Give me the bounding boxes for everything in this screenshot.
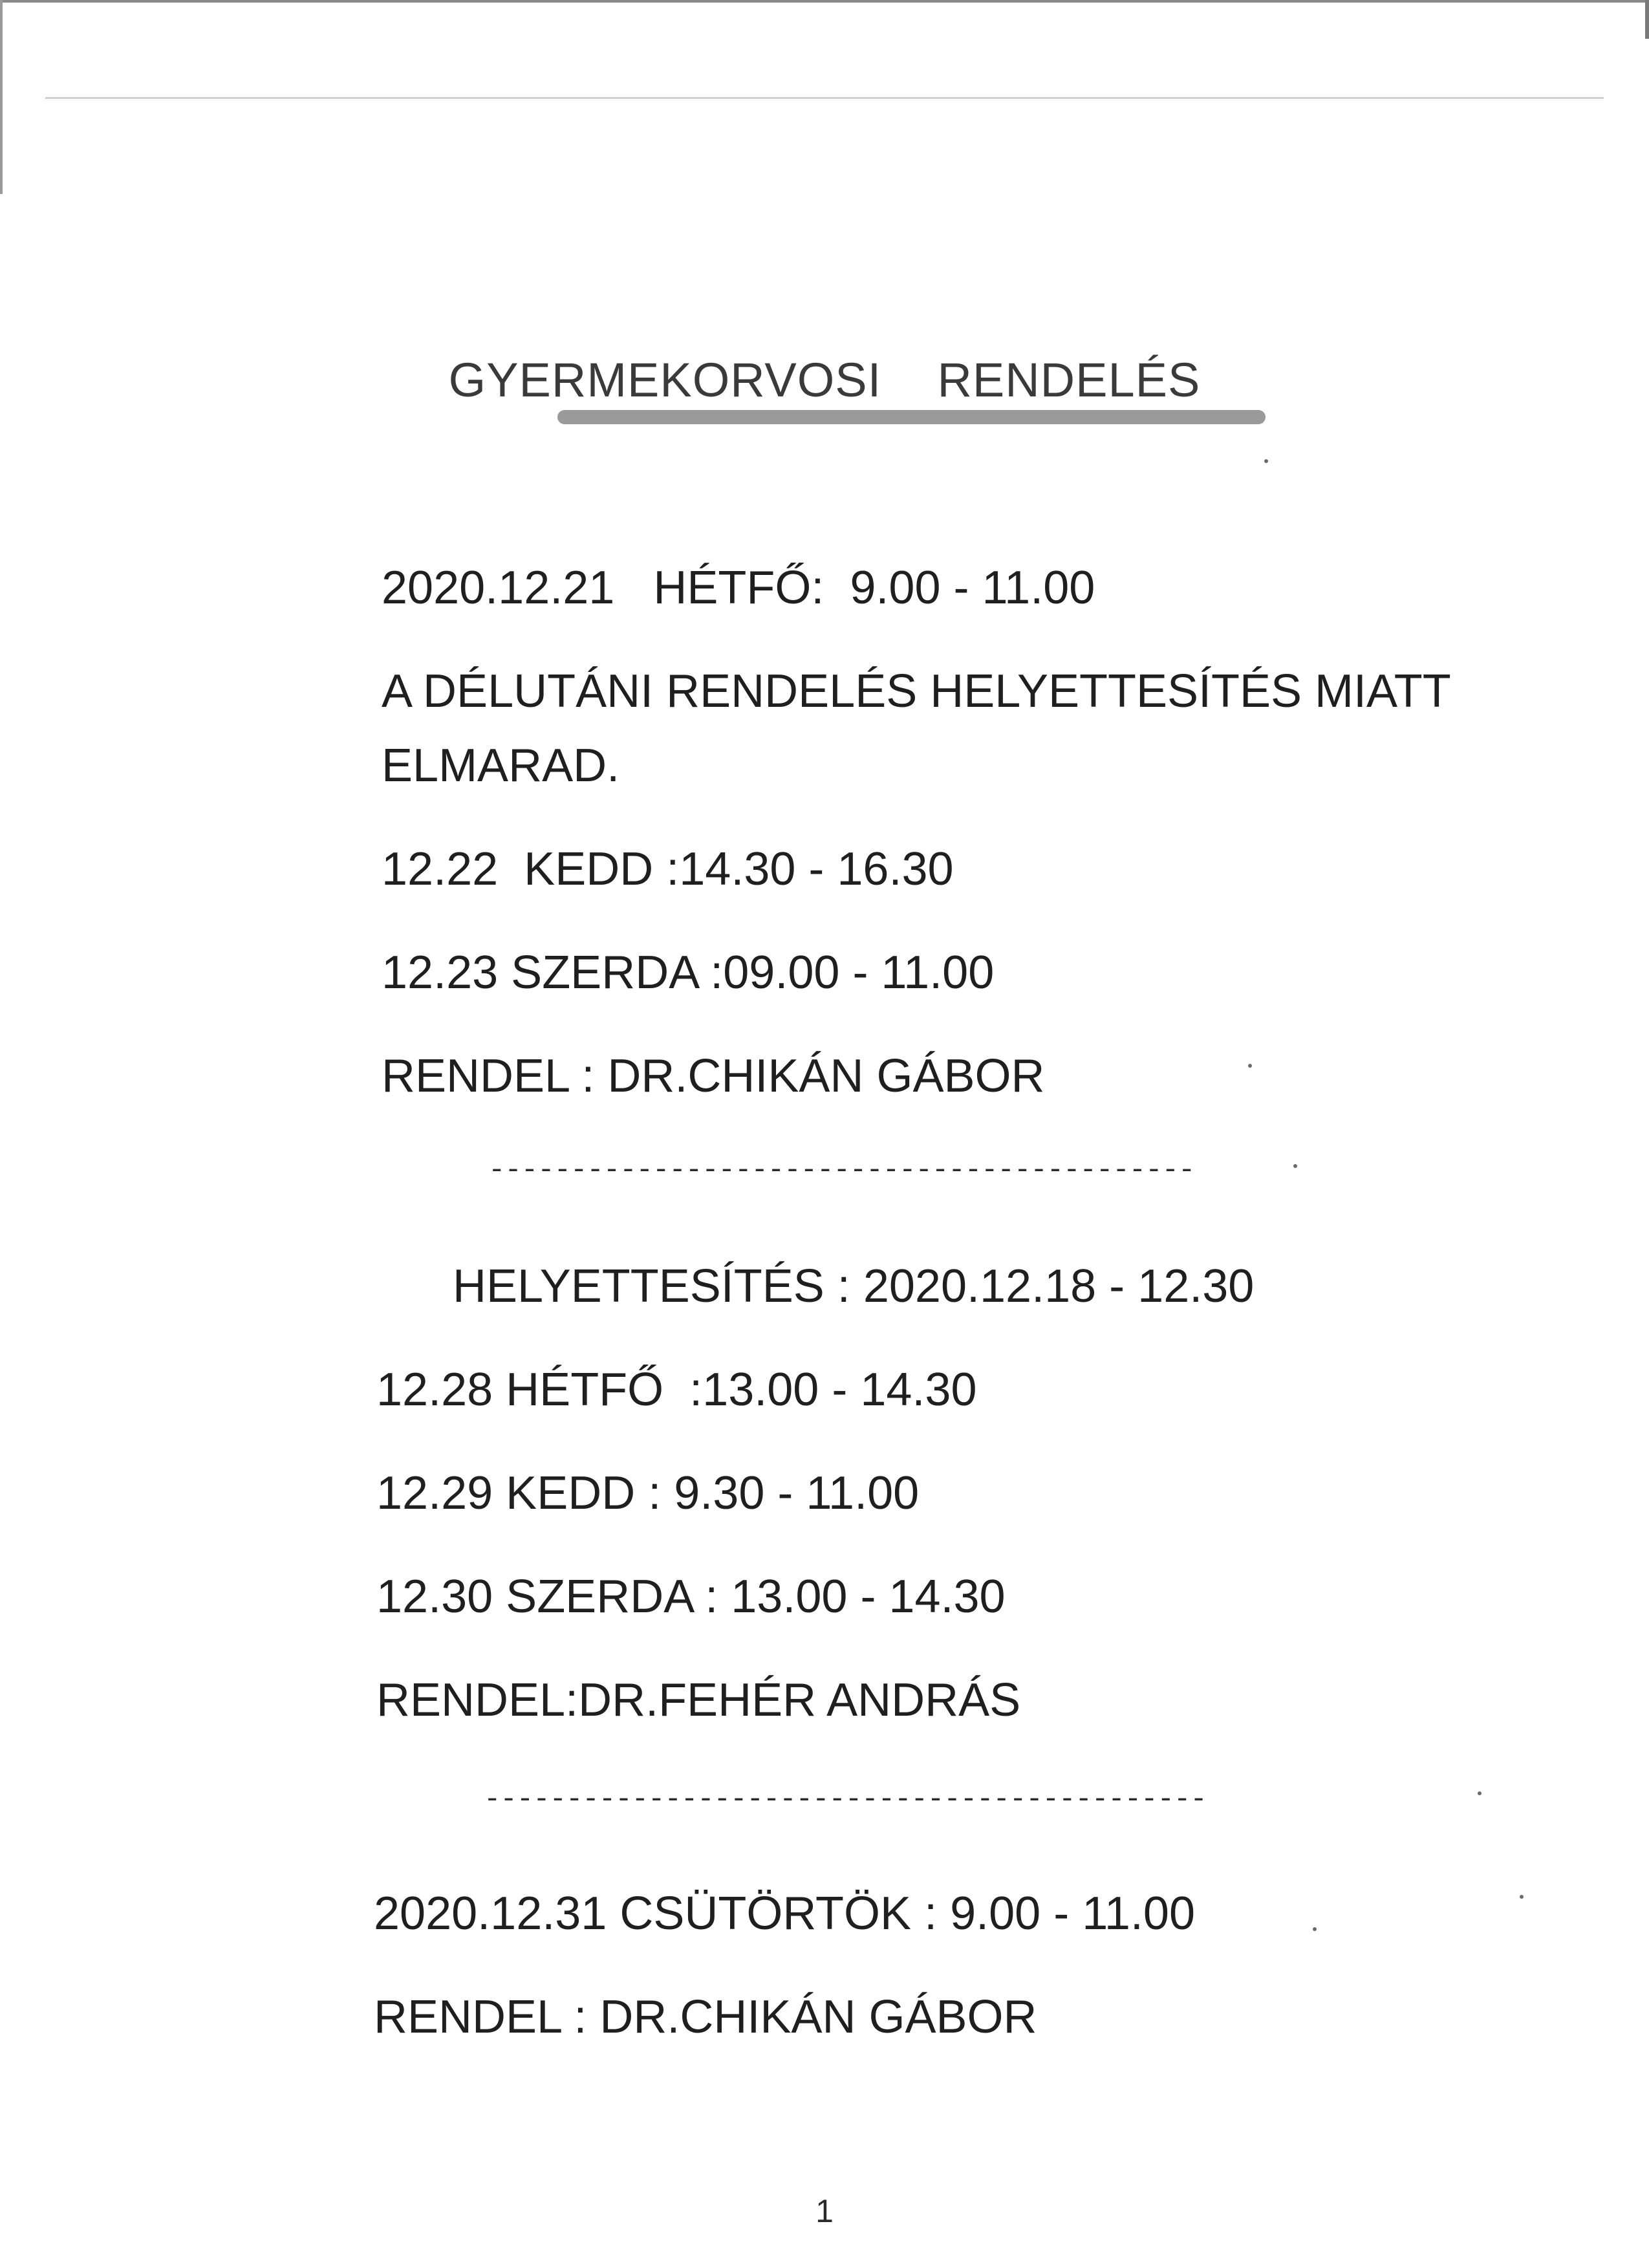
scan-left-edge bbox=[0, 0, 3, 194]
schedule-line-date-monday: 2020.12.21 HÉTFŐ: 9.00 - 11.00 bbox=[382, 562, 1095, 614]
schedule-line-thursday: 2020.12.31 CSÜTÖRTÖK : 9.00 - 11.00 bbox=[374, 1888, 1196, 1939]
scan-top-edge bbox=[0, 0, 1649, 3]
document-title: GYERMEKORVOSI RENDELÉS bbox=[448, 353, 1201, 407]
scan-speck bbox=[1248, 1064, 1252, 1068]
scan-speck bbox=[1478, 1791, 1482, 1795]
schedule-line-wednesday: 12.30 SZERDA : 13.00 - 14.30 bbox=[376, 1571, 1006, 1623]
schedule-line-tuesday: 12.22 KEDD :14.30 - 16.30 bbox=[382, 843, 954, 895]
substitution-heading: HELYETTESÍTÉS : 2020.12.18 - 12.30 bbox=[453, 1260, 1255, 1312]
doctor-line: RENDEL:DR.FEHÉR ANDRÁS bbox=[376, 1674, 1021, 1726]
scan-right-edge bbox=[1645, 0, 1649, 39]
page-number: 1 bbox=[815, 2193, 834, 2229]
title-underline bbox=[557, 410, 1266, 424]
schedule-line-tuesday: 12.29 KEDD : 9.30 - 11.00 bbox=[376, 1467, 920, 1519]
scan-speck bbox=[1264, 459, 1268, 463]
header-rule bbox=[45, 97, 1604, 99]
separator-line: ------------------------------------------- bbox=[488, 1154, 1195, 1187]
notice-line-continued: ELMARAD. bbox=[382, 740, 620, 792]
schedule-line-monday: 12.28 HÉTFŐ :13.00 - 14.30 bbox=[376, 1364, 977, 1416]
scan-speck bbox=[1313, 1927, 1317, 1931]
scan-speck bbox=[1520, 1895, 1524, 1899]
schedule-line-wednesday: 12.23 SZERDA :09.00 - 11.00 bbox=[382, 947, 995, 999]
doctor-line: RENDEL : DR.CHIKÁN GÁBOR bbox=[382, 1050, 1045, 1102]
doctor-line: RENDEL : DR.CHIKÁN GÁBOR bbox=[374, 1991, 1037, 2043]
separator-line: -------------------------------------------- bbox=[484, 1784, 1207, 1816]
scan-speck bbox=[1293, 1164, 1297, 1168]
notice-line: A DÉLUTÁNI RENDELÉS HELYETTESÍTÉS MIATT bbox=[382, 665, 1451, 717]
